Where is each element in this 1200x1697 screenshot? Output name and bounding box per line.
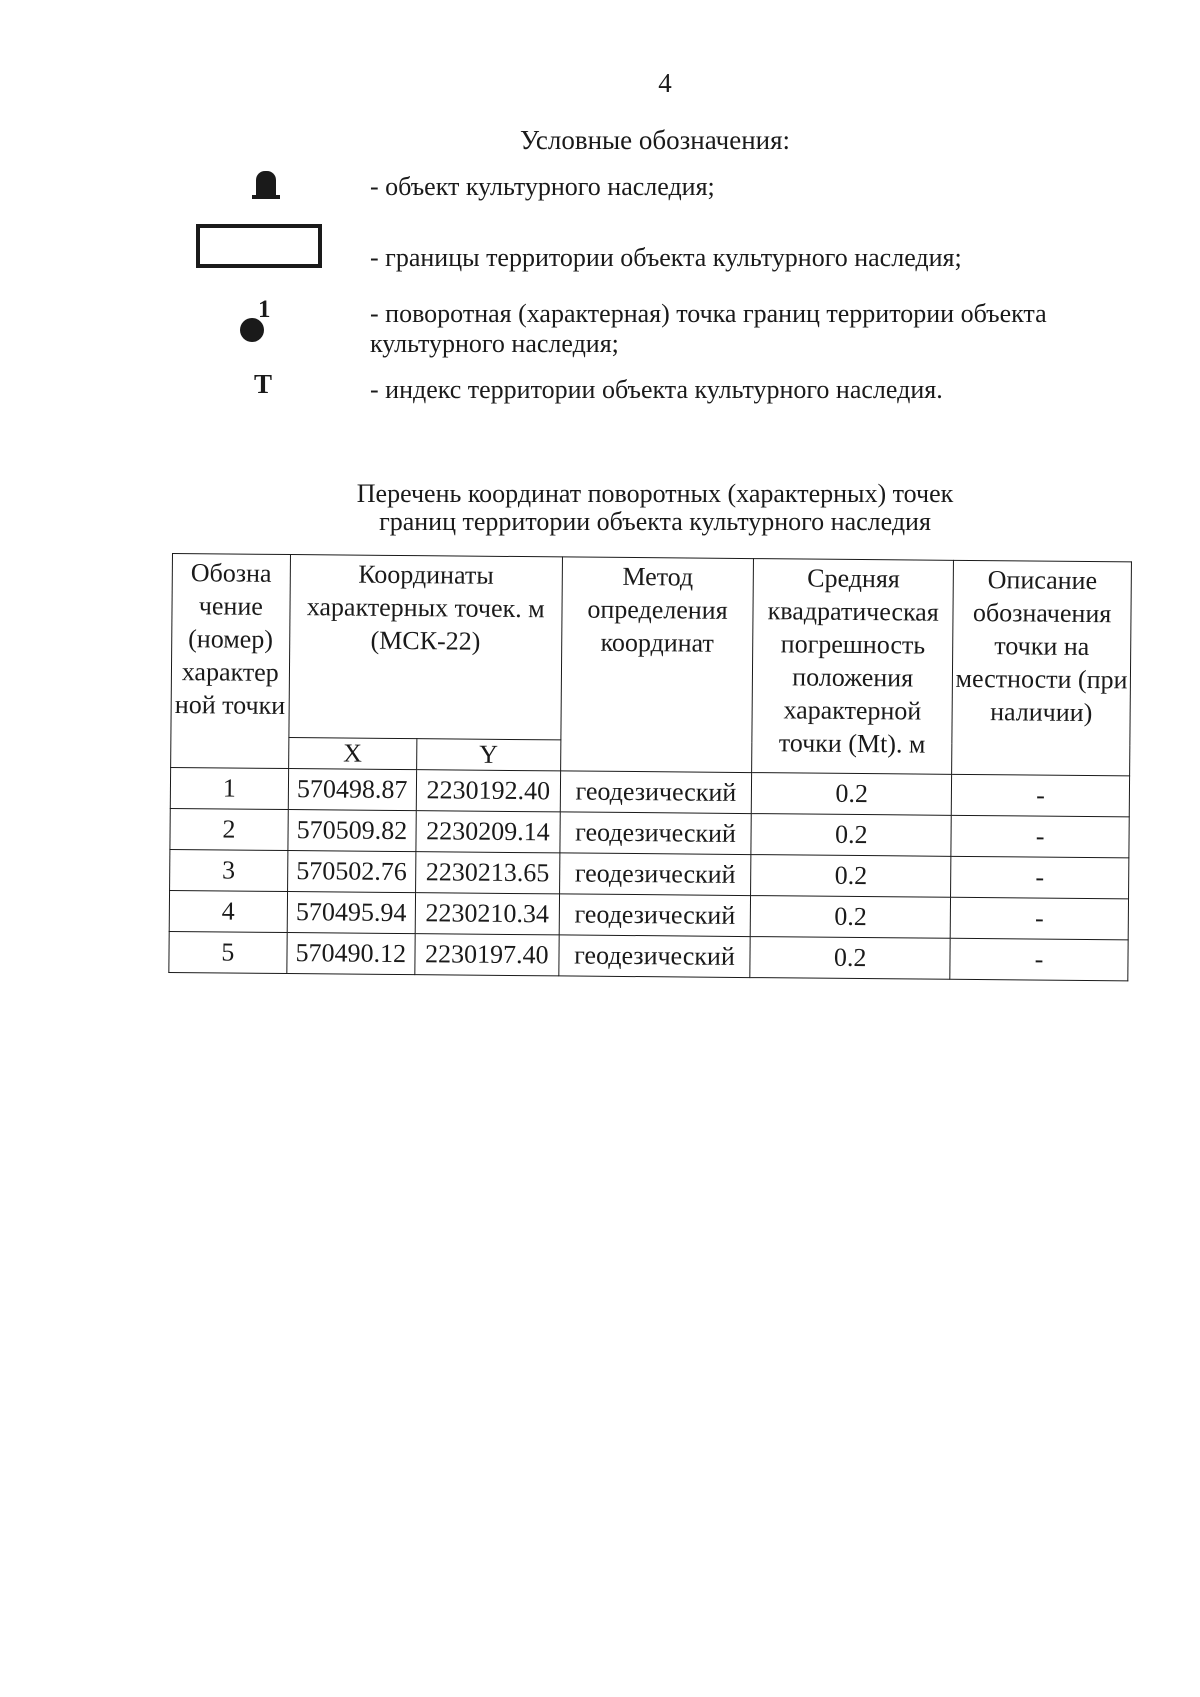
cell-method: геодезический (559, 894, 751, 937)
legend-title: Условные обозначения: (520, 125, 791, 155)
header-y: Y (417, 739, 561, 771)
territory-index-icon: T (254, 369, 273, 399)
cell-error: 0.2 (750, 896, 950, 939)
page-number: 4 (658, 68, 672, 98)
cell-description: - (951, 815, 1129, 858)
turning-point-number: 1 (258, 296, 271, 323)
cell-x: 570498.87 (288, 769, 417, 811)
coordinates-table (168, 553, 1132, 981)
monument-icon (256, 171, 276, 197)
cell-point: 3 (170, 849, 288, 891)
table-title-line2: границ территории объекта культурного наследия (379, 507, 931, 536)
cell-point: 1 (170, 767, 288, 809)
cell-description: - (950, 897, 1128, 940)
legend-item-monument: - объект культурного наследия; (370, 172, 715, 201)
cell-point: 5 (169, 931, 287, 973)
cell-error: 0.2 (751, 855, 951, 898)
cell-point: 2 (170, 808, 288, 850)
header-x: X (288, 738, 417, 770)
cell-description: - (950, 938, 1128, 981)
cell-error: 0.2 (751, 814, 951, 857)
legend-item-boundary: - границы территории объекта культурного наследия; (370, 243, 962, 272)
cell-description: - (951, 774, 1129, 817)
header-point: Обозна чение (номер) характер ной точки (171, 554, 291, 769)
header-coords: Координаты характерных точек. м (МСК-22) (289, 555, 563, 740)
table-row (169, 931, 1128, 980)
cell-y: 2230210.34 (415, 893, 559, 935)
table-title (300, 480, 1010, 536)
cell-error: 0.2 (752, 773, 952, 816)
legend-item-turning-point: - поворотная (характерная) точка границ территории объекта культурного наследия; (370, 299, 1047, 358)
cell-method: геодезический (560, 812, 752, 855)
cell-x: 570490.12 (287, 933, 416, 975)
cell-y: 2230213.65 (416, 852, 560, 894)
cell-y: 2230192.40 (416, 770, 560, 812)
cell-method: геодезический (559, 853, 751, 896)
cell-error: 0.2 (750, 937, 950, 980)
cell-point: 4 (169, 890, 287, 932)
cell-method: геодезический (559, 935, 751, 978)
header-description: Описание обозначения точки на местности (при наличии) (952, 560, 1132, 776)
header-method: Метод определения координат (560, 557, 753, 773)
cell-x: 570509.82 (288, 810, 417, 852)
cell-x: 570502.76 (287, 851, 416, 893)
boundary-rectangle-icon (196, 224, 322, 268)
cell-description: - (951, 856, 1129, 899)
cell-y: 2230197.40 (415, 934, 559, 976)
cell-x: 570495.94 (287, 892, 416, 934)
cell-y: 2230209.14 (416, 811, 560, 853)
table-title-line1: Перечень координат поворотных (характерных) точек (356, 479, 954, 508)
legend-item-index: - индекс территории объекта культурного наследия. (370, 375, 943, 404)
cell-method: геодезический (560, 771, 752, 814)
header-error: Средняя квадратическая погрешность положения характерной точки (Mt). м (752, 559, 954, 775)
